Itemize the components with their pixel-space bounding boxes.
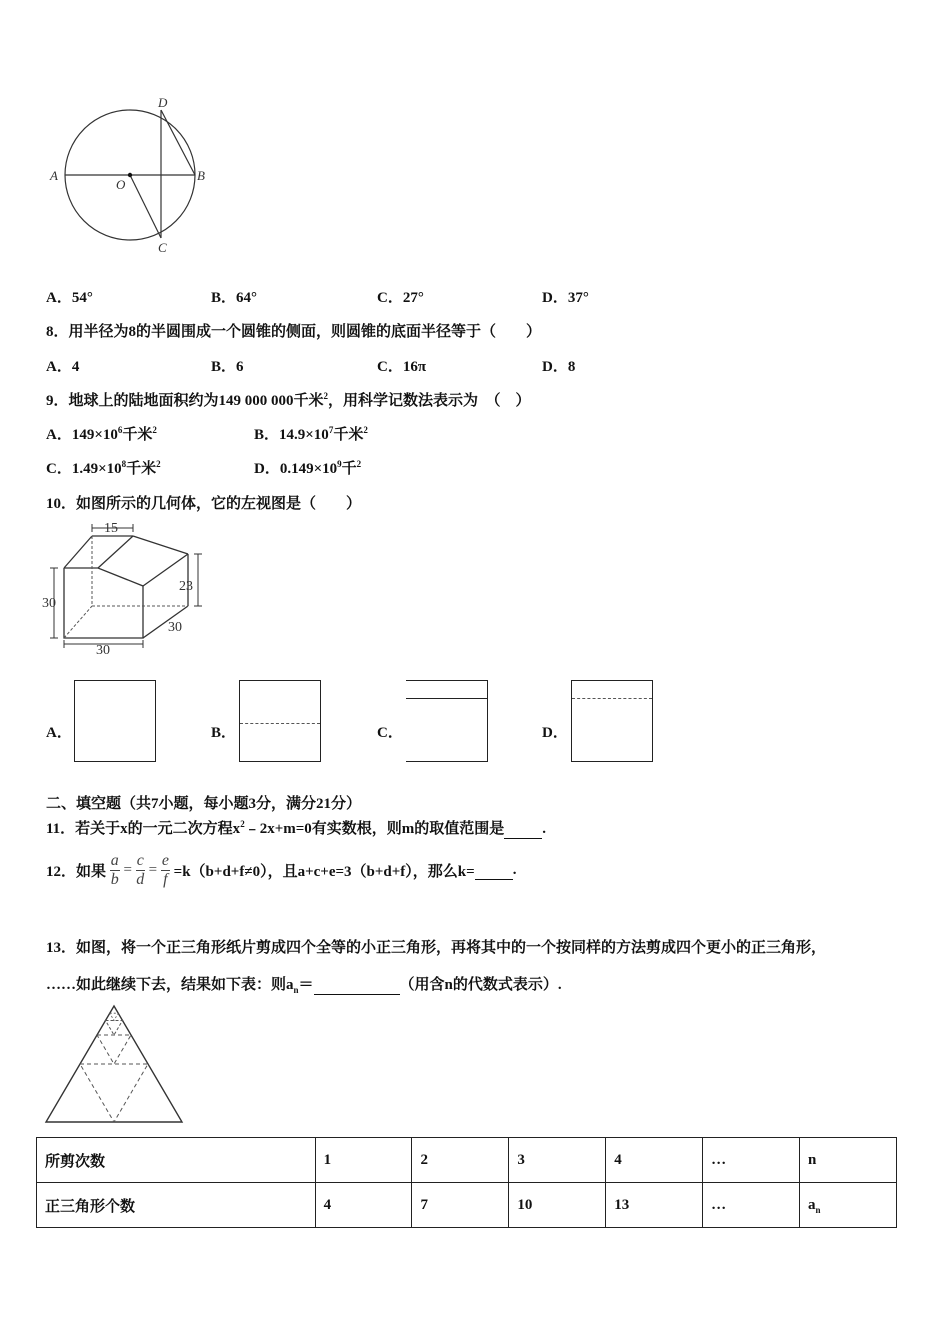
frac-den: f [163, 871, 168, 888]
q10-option-a-view [74, 680, 156, 762]
q9-stem [46, 389, 531, 410]
solid-figure [38, 514, 208, 659]
q8-stem: 8．用半径为8的半圆围成一个圆锥的侧面，则圆锥的底面半径等于（ ） [46, 324, 542, 340]
fraction-c-d [136, 852, 145, 889]
q9-stem-sup: 2 [323, 391, 329, 401]
dim-right: 23 [179, 579, 193, 594]
q13-line2 [46, 973, 562, 995]
q9-option-d-exp: 9 [337, 459, 342, 469]
frac-num: e [161, 852, 169, 869]
data-table [36, 1137, 897, 1228]
q9-option-b-unit-sup: 2 [363, 425, 368, 435]
label-c: C [158, 240, 167, 255]
q10-option-b-label: B． [211, 725, 237, 741]
q9-stem-a: 9．地球上的陆地面积约为149 000 000千米 [46, 393, 324, 409]
q9-option-a-unit: 千米 [122, 427, 153, 443]
fraction-e-f [161, 852, 170, 889]
q9-option-d-unit-sup: 2 [356, 459, 362, 469]
q9-option-c-unit: 千米 [126, 461, 157, 477]
q9-option-c-unit-sup: 2 [156, 459, 161, 469]
cell-value: n [808, 1151, 817, 1168]
q12-pre: 12．如果 [46, 864, 107, 880]
frac-num: c [136, 852, 144, 869]
table-cell: 3 [509, 1138, 606, 1183]
q12 [46, 852, 516, 889]
fraction-a-b [110, 852, 120, 889]
table-cell [800, 1183, 897, 1228]
q7-option-d: D．37° [542, 290, 589, 306]
q12-post: =k（b+d+f≠0），且a+c+e=3（b+d+f），那么k= [173, 864, 475, 880]
q11-answer-blank[interactable] [504, 821, 542, 839]
q13-answer-blank[interactable] [314, 977, 400, 995]
frac-num: a [110, 852, 119, 869]
label-o: O [116, 177, 126, 192]
q12-eq1: = [123, 862, 132, 878]
table-cell: 1 [315, 1138, 412, 1183]
label-d: D [158, 95, 168, 110]
table-cell: … [703, 1183, 800, 1228]
q13-line2-mid: ＝ [298, 977, 314, 993]
q10-option-d-view [571, 680, 653, 762]
q9-option-c-exp: 8 [121, 459, 127, 469]
q13-line1: 13．如图，将一个正三角形纸片剪成四个全等的小正三角形，再将其中的一个按同样的方法剪成四个更小的正三角形， [46, 940, 827, 956]
q9-option-d [254, 457, 361, 478]
hidden-edge-line [240, 723, 320, 724]
q9-option-b-pre: B．14.9×10 [254, 427, 329, 443]
q9-option-a-pre: A．149×10 [46, 427, 118, 443]
q9-stem-b: ，用科学记数法表示为 （ ） [328, 393, 531, 409]
table-cell: 4 [606, 1138, 703, 1183]
q10-option-a-label: A． [46, 725, 72, 741]
q7-option-a: A．54° [46, 290, 93, 306]
q9-option-c-pre: C．1.49×10 [46, 461, 122, 477]
q10-option-c-view [406, 680, 488, 762]
q9-option-d-unit: 千 [341, 461, 357, 477]
row-header: 所剪次数 [37, 1138, 316, 1183]
q8-option-b: B．6 [211, 359, 244, 375]
frac-den: b [110, 871, 119, 888]
table-cell: 2 [412, 1138, 509, 1183]
q12-end: . [512, 862, 517, 878]
triangle-figure [44, 1004, 186, 1126]
table-cell: 13 [606, 1183, 703, 1228]
label-b: B [197, 168, 205, 183]
circle-figure [40, 95, 220, 255]
q9-option-d-pre: D．0.149×10 [254, 461, 338, 477]
dim-depth: 30 [168, 620, 182, 635]
q9-option-a-unit-sup: 2 [152, 425, 157, 435]
table-cell: 7 [412, 1183, 509, 1228]
q10-option-c-label: C． [377, 725, 403, 741]
q11-post: ﹣2x+m=0有实数根，则m的取值范围是 [244, 821, 505, 837]
q10-option-b-view [239, 680, 321, 762]
row-header: 正三角形个数 [37, 1183, 316, 1228]
q9-option-a [46, 423, 157, 444]
q9-option-b [254, 423, 368, 444]
q7-option-c: C．27° [377, 290, 424, 306]
q13-line2-pre: ……如此继续下去，结果如下表：则a [46, 977, 294, 993]
q9-option-c [46, 457, 161, 478]
q11-sup: 2 [240, 819, 245, 829]
cell-sub: n [815, 1204, 821, 1215]
dim-top: 15 [104, 521, 118, 536]
q8-option-d: D．8 [542, 359, 576, 375]
table-cell: 4 [315, 1183, 412, 1228]
q8-option-a: A．4 [46, 359, 80, 375]
cell-value: a [808, 1196, 816, 1213]
q12-eq2: = [148, 862, 158, 878]
table-cell: 10 [509, 1183, 606, 1228]
label-a: A [50, 168, 58, 183]
section-title: 二、填空题（共7小题，每小题3分，满分21分） [46, 796, 362, 812]
q9-option-b-exp: 7 [328, 425, 334, 435]
q8-option-c: C．16π [377, 359, 427, 375]
q11 [46, 817, 546, 839]
q13-line2-sub: n [293, 985, 299, 995]
dim-bottom: 30 [96, 643, 110, 658]
dim-left: 30 [42, 596, 56, 611]
q10-stem: 10．如图所示的几何体，它的左视图是（ ） [46, 496, 362, 512]
q12-answer-blank[interactable] [475, 862, 513, 880]
table-cell [800, 1138, 897, 1183]
q9-option-b-unit: 千米 [333, 427, 364, 443]
table-row [37, 1138, 897, 1183]
visible-edge-line [406, 698, 487, 699]
table-row [37, 1183, 897, 1228]
q7-option-b: B．64° [211, 290, 258, 306]
q13-line2-post: （用含n的代数式表示）. [399, 977, 562, 993]
hidden-edge-line [572, 698, 652, 699]
q11-pre: 11．若关于x的一元二次方程x [46, 821, 241, 837]
q11-end: . [542, 821, 547, 837]
table-cell: … [703, 1138, 800, 1183]
q9-option-a-exp: 6 [117, 425, 123, 435]
q10-option-d-label: D． [542, 725, 568, 741]
frac-den: d [136, 871, 145, 888]
